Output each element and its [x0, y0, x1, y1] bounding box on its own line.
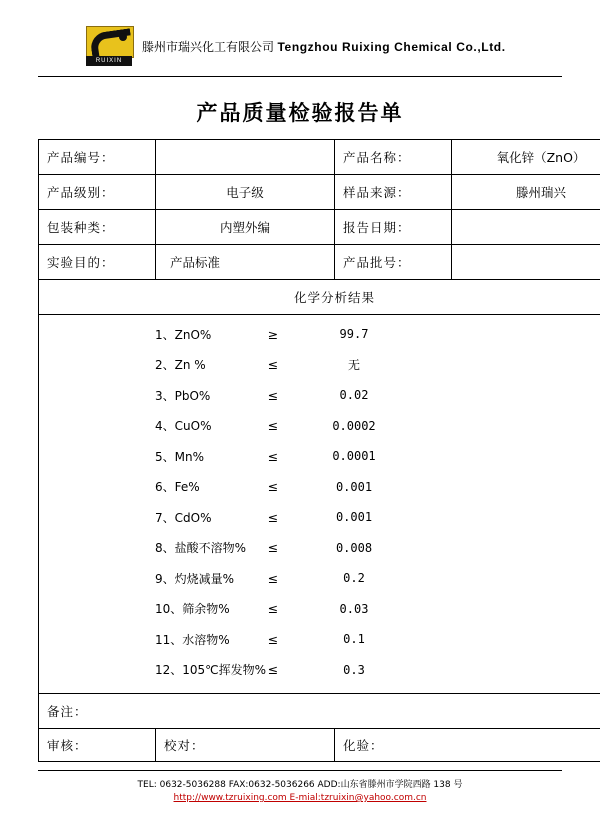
- table-row: [39, 175, 600, 210]
- document-header: [38, 0, 562, 70]
- result-value: 0.001: [335, 510, 373, 525]
- footer-web-email[interactable]: http://www.tzruixing.com E-mial:tzruixin@yahoo.com.cn: [173, 793, 427, 803]
- logo-badge: [86, 26, 134, 58]
- value-package-type: 内塑外编: [156, 210, 335, 245]
- document-footer: [38, 770, 562, 803]
- signature-proofread: 校对：: [156, 729, 335, 762]
- result-operator: ≤: [267, 479, 279, 495]
- list-item: [47, 380, 600, 411]
- result-name: 3、PbO%: [155, 388, 211, 403]
- result-operator: ≤: [267, 387, 279, 403]
- label-product-grade: 产品级别：: [39, 175, 156, 210]
- list-item: [47, 655, 600, 686]
- report-table: [38, 139, 600, 762]
- result-value: 0.1: [343, 632, 365, 647]
- value-product-name: 氧化锌（ZnO）: [452, 140, 600, 175]
- results-list: [47, 315, 600, 693]
- results-row: [39, 315, 600, 694]
- label-batch-no: 产品批号：: [335, 245, 452, 280]
- result-operator: ≤: [267, 418, 279, 434]
- result-operator: ≥: [267, 326, 279, 342]
- results-title-row: [39, 280, 600, 315]
- result-name: 8、盐酸不溶物%: [155, 541, 247, 556]
- value-product-code: [156, 140, 335, 175]
- result-name: 1、ZnO%: [155, 327, 212, 342]
- list-item: [47, 350, 600, 381]
- result-value: 0.001: [335, 479, 373, 494]
- results-cell: [39, 315, 600, 694]
- result-name: 9、灼烧减量%: [155, 571, 235, 586]
- signature-row: [39, 729, 600, 762]
- result-value: 99.7: [339, 327, 369, 342]
- result-name: 5、Mn%: [155, 449, 204, 464]
- result-value: 0.008: [335, 540, 373, 555]
- value-product-grade: 电子级: [156, 175, 335, 210]
- list-item: [47, 319, 600, 350]
- company-logo-icon: [86, 26, 132, 66]
- company-name-en: Tengzhou Ruixing Chemical Co.,Ltd.: [277, 39, 506, 54]
- logo-dot-shape: [119, 33, 127, 41]
- result-operator: ≤: [267, 509, 279, 525]
- header-divider: [38, 76, 562, 77]
- company-name-cn: 滕州市瑞兴化工有限公司: [142, 39, 275, 54]
- list-item: [47, 533, 600, 564]
- remark-label: 备注：: [39, 694, 600, 729]
- label-product-name: 产品名称：: [335, 140, 452, 175]
- table-row: [39, 245, 600, 280]
- result-operator: ≤: [267, 662, 279, 678]
- result-operator: ≤: [267, 540, 279, 556]
- result-name: 12、105℃挥发物%: [155, 663, 267, 678]
- result-operator: ≤: [267, 631, 279, 647]
- footer-contact: TEL: 0632-5036288 FAX:0632-5036266 ADD:山东省滕州市学院西路 138 号: [137, 780, 463, 790]
- label-report-date: 报告日期：: [335, 210, 452, 245]
- result-value: 0.02: [339, 388, 369, 403]
- result-value: 0.0001: [332, 449, 376, 464]
- result-value: 0.3: [343, 662, 365, 677]
- page-title: 产品质量检验报告单: [196, 101, 404, 125]
- signature-review: 审核：: [39, 729, 156, 762]
- result-value: 0.2: [343, 571, 365, 586]
- logo-swoosh-shape: [89, 28, 134, 58]
- result-value: 无: [347, 358, 360, 373]
- value-batch-no: [452, 245, 600, 280]
- value-test-purpose: 产品标准: [156, 245, 335, 280]
- company-name-block: [142, 38, 506, 55]
- list-item: [47, 594, 600, 625]
- result-name: 4、CuO%: [155, 419, 212, 434]
- value-sample-source: 滕州瑞兴: [452, 175, 600, 210]
- signature-assay: 化验：: [335, 729, 600, 762]
- logo-wordmark: RUIXIN: [86, 56, 132, 66]
- remark-row: [39, 694, 600, 729]
- footer-divider: [38, 770, 562, 771]
- result-name: 7、CdO%: [155, 510, 212, 525]
- result-operator: ≤: [267, 601, 279, 617]
- list-item: [47, 411, 600, 442]
- result-value: 0.0002: [332, 418, 376, 433]
- results-section-title: 化学分析结果: [39, 280, 600, 315]
- result-value: 0.03: [339, 601, 369, 616]
- list-item: [47, 472, 600, 503]
- result-name: 6、Fe%: [155, 480, 200, 495]
- label-sample-source: 样品来源：: [335, 175, 452, 210]
- label-test-purpose: 实验目的：: [39, 245, 156, 280]
- table-row: [39, 210, 600, 245]
- table-row: [39, 140, 600, 175]
- label-package-type: 包装种类：: [39, 210, 156, 245]
- result-name: 10、筛余物%: [155, 602, 230, 617]
- result-name: 2、Zn %: [155, 358, 206, 373]
- result-name: 11、水溶物%: [155, 632, 230, 647]
- label-product-code: 产品编号：: [39, 140, 156, 175]
- value-report-date: [452, 210, 600, 245]
- list-item: [47, 441, 600, 472]
- list-item: [47, 563, 600, 594]
- result-operator: ≤: [267, 448, 279, 464]
- list-item: [47, 502, 600, 533]
- result-operator: ≤: [267, 357, 279, 373]
- list-item: [47, 624, 600, 655]
- result-operator: ≤: [267, 570, 279, 586]
